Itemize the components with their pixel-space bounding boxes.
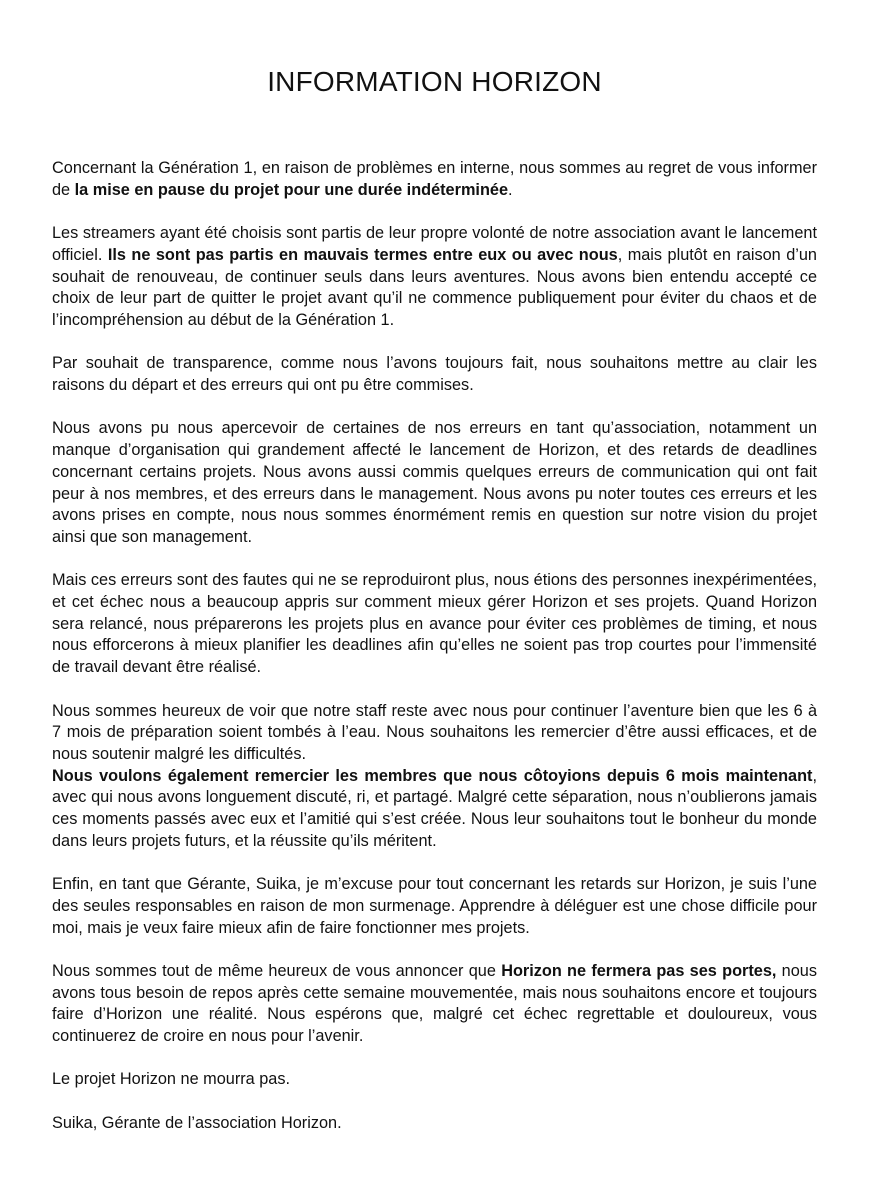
text-run: nous avons tous besoin de repos après cette semaine mouvementée, mais nous souhaitons encore et toujours faire d’Horizon une réalité. Nous espérons que, malgré cet échec regrettable et douloureux, vous continuerez de croire en nous pour l’avenir. [52,961,817,1046]
bold-text-run: la mise en pause du projet pour une durée indéterminée [74,180,509,199]
text-run: Nous sommes tout de même heureux de vous annoncer que [52,961,502,980]
text-run: Concernant la Génération 1, en raison de problèmes en interne, nous sommes au regret de vous informer de [52,159,817,199]
paragraph-members-thanks [52,766,817,853]
bold-text-run: Horizon ne fermera pas ses portes, [501,961,777,980]
text-run: , mais plutôt en raison d’un souhait de renouveau, de continuer seuls dans leurs aventures. Nous avons bien entendu accepté ce choix de leur part de quitter le projet avant qu’il ne commence publiquement pour éviter du chaos et de l’incompréhension au début de la Génération 1. [52,245,817,329]
paragraph-transparency: Par souhait de transparence, comme nous l’avons toujours fait, nous souhaitons mettre au clair les raisons du départ et des erreurs qui ont pu être commises. [52,354,817,394]
paragraph-streamers-departure [52,223,817,332]
paragraph-pause-announcement [52,158,817,201]
paragraph-lessons: Mais ces erreurs sont des fautes qui ne se reproduiront plus, nous étions des personnes inexpérimentées, et cet échec nous a beaucoup appris sur comment mieux gérer Horizon et ses projets. Quand Horizon sera relancé, nous préparerons les projets plus en avance pour éviter ces problèmes de timing, et nous nous efforcerons à mieux planifier les deadlines afin qu’elles ne soient pas trop courtes pour l’immensité de travail devant être réalisé. [52,571,817,677]
bold-text-run: Nous voulons également remercier les membres que nous côtoyions depuis 6 mois maintenant [52,766,813,785]
text-run: , avec qui nous avons longuement discuté, ri, et partagé. Malgré cette séparation, nous n’oublierons jamais ces moments passés avec eux et l’amitié qui s’est créée. Nous leur souhaitons tout le bonheur du monde dans leurs projets futurs, et la réussite qu’ils méritent. [52,766,817,850]
signature: Suika, Gérante de l’association Horizon. [52,1113,342,1132]
paragraph-apology: Enfin, en tant que Gérante, Suika, je m’excuse pour tout concernant les retards sur Horizon, je suis l’une des seules responsables en raison de mon surmenage. Apprendre à déléguer est une chose difficile pour moi, mais je veux faire mieux afin de faire fonctionner mes projets. [52,875,817,937]
paragraph-errors: Nous avons pu nous apercevoir de certaines de nos erreurs en tant qu’association, notamment un manque d’organisation qui grandement affecté le lancement de Horizon, et des retards de deadlines concernant certains projets. Nous avons aussi commis quelques erreurs de communication qui ont fait peur à nos membres, et des erreurs dans le management. Nous avons pu noter toutes ces erreurs et les avons prises en compte, nous nous sommes énormément remis en question sur notre vision du projet ainsi que son management. [52,419,817,546]
paragraph-staff-thanks: Nous sommes heureux de voir que notre staff reste avec nous pour continuer l’aventure bien que les 6 à 7 mois de préparation soient tombés à l’eau. Nous souhaitons les remercier d’être aussi efficaces, et de nous soutenir malgré les difficultés. [52,701,817,763]
bold-text-run: Ils ne sont pas partis en mauvais termes entre eux ou avec nous [107,245,618,264]
text-run: Les streamers ayant été choisis sont partis de leur propre volonté de notre association avant le lancement officiel. [52,224,817,264]
paragraph-closing-statement: Le projet Horizon ne mourra pas. [52,1070,291,1089]
paragraph-future [52,961,817,1048]
text-run: . [508,180,513,199]
document-title: INFORMATION HORIZON [267,66,602,97]
